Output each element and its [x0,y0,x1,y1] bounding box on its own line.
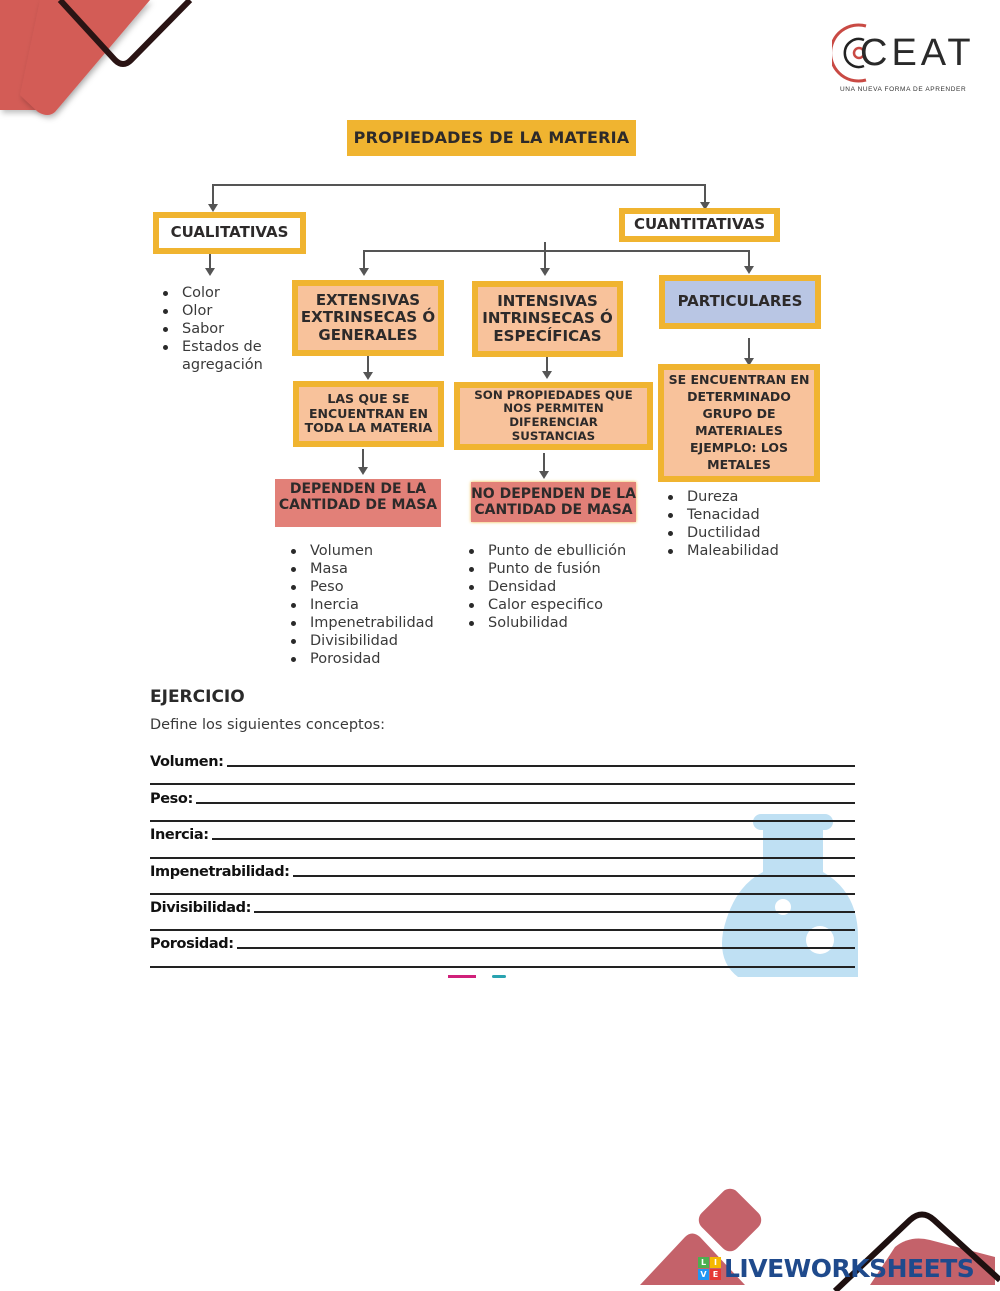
intensive-description-line: NOS PERMITEN DIFERENCIAR [503,401,604,429]
connector-line [212,184,214,206]
list-item: Calor especifico [466,596,656,614]
qualitative-label: CUALITATIVAS [170,223,289,242]
diagram-title [347,120,636,156]
exercise-field-inercia [150,823,855,843]
particular-description-line: EJEMPLO: LOS [690,439,788,455]
list-item: Inercia [288,596,458,614]
decorative-mark [492,975,506,978]
connector-line [544,242,546,250]
list-item: Dureza [665,488,815,506]
list-item: Estados de agregación [160,338,290,374]
logo-tagline: UNA NUEVA FORMA DE APRENDER [840,86,967,93]
answer-continuation-line[interactable] [150,929,855,931]
intensive-depends-box [471,482,636,522]
list-item: Divisibilidad [288,632,458,650]
connector-line [543,453,545,473]
intensive-list [466,542,656,632]
list-item: Porosidad [288,650,458,668]
particular-description-line: DETERMINADO [687,389,791,405]
arrow-down-icon [208,204,218,212]
impenetrabilidad-answer-line[interactable] [293,875,855,877]
qualitative-box [153,212,306,254]
quantitative-label: CUANTITATIVAS [633,215,766,234]
extensive-description-line: LAS QUE SE [327,391,410,407]
particular-label: PARTICULARES [677,292,803,311]
intensive-box [472,281,623,357]
liveworksheets-logo [698,1254,974,1283]
extensive-label-line: GENERALES [318,325,418,344]
answer-continuation-line[interactable] [150,783,855,785]
list-item: Volumen [288,542,458,560]
exercise-title: EJERCICIO [150,687,245,707]
volumen-answer-line[interactable] [227,765,855,767]
exercise-field-volumen [150,750,855,770]
exercise-field-divisibilidad [150,896,855,916]
badge-cell: E [710,1269,721,1280]
peso-answer-line[interactable] [196,802,855,804]
list-item: Masa [288,560,458,578]
connector-line [362,449,364,469]
intensive-description-line: SUSTANCIAS [511,428,596,443]
intensive-label-line: INTRINSECAS Ó [482,309,613,328]
connector-line [704,184,706,204]
arrow-down-icon [744,266,754,274]
extensive-list [288,542,458,668]
particular-box [659,275,821,329]
live-badge-icon [698,1257,721,1280]
extensive-depends-box [275,479,441,527]
extensive-label-line: EXTENSIVAS [315,291,421,310]
quantitative-box [619,208,780,242]
list-item: Solubilidad [466,614,656,632]
liveworksheets-wordmark: LIVEWORKSHEETS [724,1254,975,1283]
qualitative-list [160,284,290,374]
field-label: Porosidad: [150,936,234,952]
particular-description-line: GRUPO DE [702,406,776,422]
extensive-description-line: TODA LA MATERIA [304,420,433,436]
badge-cell: I [710,1257,721,1268]
particular-description-line: MATERIALES [695,423,783,438]
arrow-down-icon [358,467,368,475]
arrow-down-icon [363,372,373,380]
arrow-down-icon [205,268,215,276]
field-label: Divisibilidad: [150,900,252,916]
connector-line [212,184,706,186]
list-item: Densidad [466,578,656,596]
badge-cell: V [698,1269,709,1280]
corner-decoration-top-left [0,0,230,125]
list-item: Olor [160,302,290,320]
diagram-title-text: PROPIEDADES DE LA MATERIA [353,127,630,147]
badge-cell: L [698,1257,709,1268]
list-item: Punto de ebullición [466,542,656,560]
exercise-field-impenetrabilidad [150,860,855,880]
list-item: Maleabilidad [665,542,815,560]
ceat-logo [832,22,982,102]
particular-description-line: SE ENCUENTRAN EN [668,372,810,388]
connector-line [363,250,750,252]
arrow-down-icon [359,268,369,276]
decorative-mark [448,975,476,978]
particular-list [665,488,815,560]
field-label: Peso: [150,791,193,807]
exercise-field-peso [150,787,855,807]
intensive-description-box [454,382,653,450]
intensive-description-line: SON PROPIEDADES QUE [474,387,633,402]
inercia-answer-line[interactable] [212,838,855,840]
field-label: Impenetrabilidad: [150,864,290,880]
extensive-label-line: EXTRINSECAS Ó [300,308,436,327]
field-label: Inercia: [150,827,209,843]
exercise-instruction: Define los siguientes conceptos: [150,717,386,733]
connector-line [748,338,750,360]
field-label: Volumen: [150,754,224,770]
intensive-depends-line: CANTIDAD DE MASA [474,502,633,518]
list-item: Peso [288,578,458,596]
intensive-label-line: ESPECÍFICAS [493,326,602,345]
list-item: Impenetrabilidad [288,614,458,632]
porosidad-answer-line[interactable] [237,947,855,949]
list-item: Tenacidad [665,506,815,524]
divisibilidad-answer-line[interactable] [254,911,855,913]
list-item: Punto de fusión [466,560,656,578]
exercise-field-porosidad [150,932,855,952]
extensive-description-line: ENCUENTRAN EN [309,405,428,421]
answer-continuation-line[interactable] [150,820,855,822]
arrow-down-icon [539,471,549,479]
extensive-description-box [293,381,444,447]
answer-continuation-line[interactable] [150,857,855,859]
extensive-depends-line: CANTIDAD DE MASA [278,497,438,514]
connector-line [544,250,546,270]
connector-line [363,250,365,270]
intensive-depends-line: NO DEPENDEN DE LA [471,485,636,502]
logo-wordmark: CEAT [860,32,975,74]
particular-description-line: METALES [707,456,771,472]
extensive-depends-line: DEPENDEN DE LA [289,481,427,497]
answer-continuation-line[interactable] [150,893,855,895]
list-item: Ductilidad [665,524,815,542]
list-item: Sabor [160,320,290,338]
arrow-down-icon [540,268,550,276]
arrow-down-icon [542,371,552,379]
extensive-box [292,280,444,356]
particular-description-box [658,364,820,482]
answer-continuation-line[interactable] [150,966,855,968]
list-item: Color [160,284,290,302]
intensive-label-line: INTENSIVAS [497,292,598,311]
